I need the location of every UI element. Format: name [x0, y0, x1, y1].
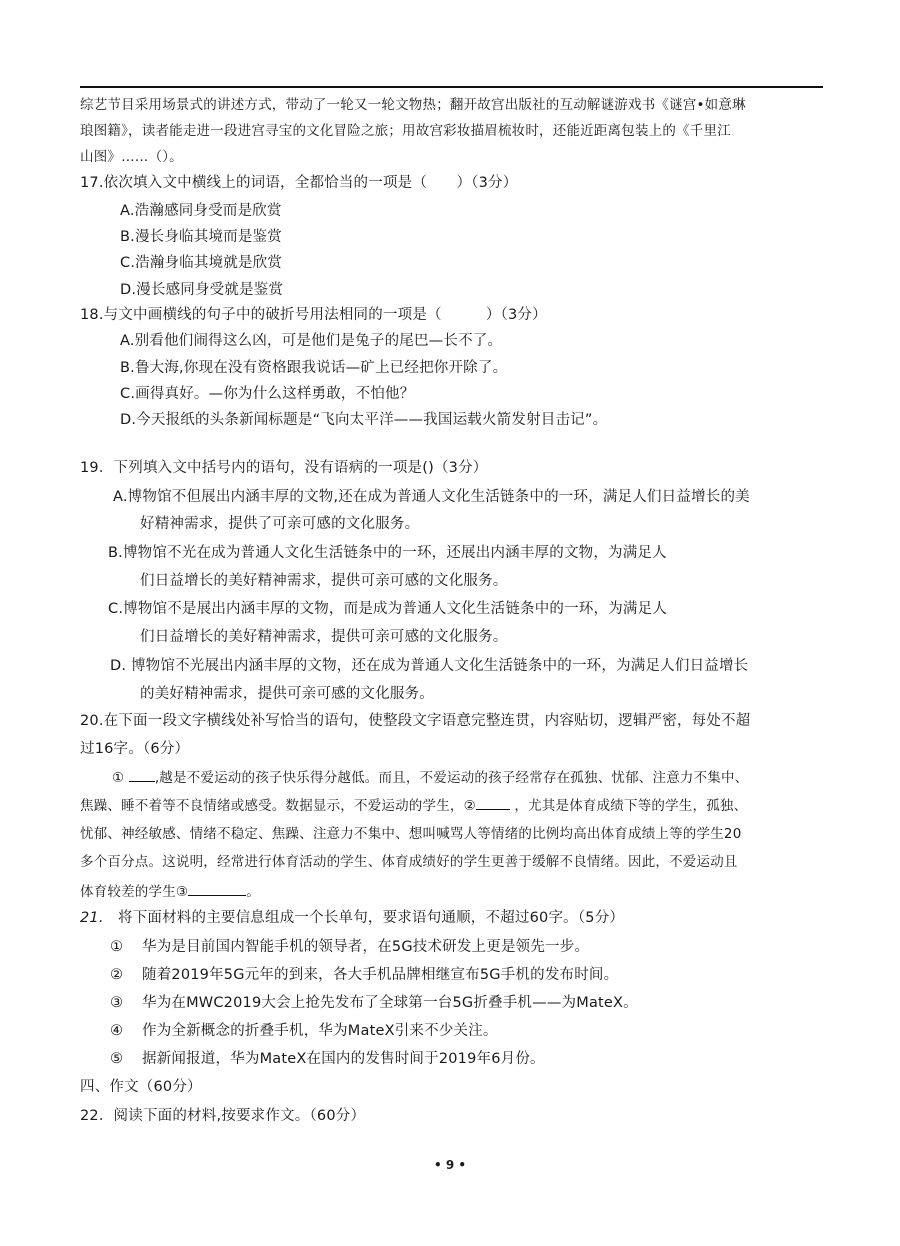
intro-line-1: 综艺节目采用场景式的讲述方式，带动了一轮又一轮文物热；翻开故宫出版社的互动解谜游戏书《谜宫•如意琳: [80, 97, 746, 113]
q19-option-b-line-1: B.博物馆不光在成为普通人文化生活链条中的一环，还展出内涵丰厚的文物，为满足人: [108, 545, 667, 561]
q20-passage-line-1-text: ,越是不爱运动的孩子快乐得分越低。而且，不爱运动的孩子经常存在孤独、忧郁、注意力不集中、: [154, 770, 749, 786]
q21-item-2-mark: ②: [110, 967, 124, 983]
q21-item-4-mark: ④: [110, 1023, 124, 1039]
q20-passage-line-2: [80, 795, 747, 816]
q21-stem: 将下面材料的主要信息组成一个长单句，要求语句通顺，不超过60字。（5分）: [118, 910, 625, 926]
q19-option-d-line-2: 的美好精神需求，提供可亲可感的文化服务。: [140, 686, 434, 702]
q19-option-a-line-1: A.博物馆不但展出内涵丰厚的文物,还在成为普通人文化生活链条中的一环，满足人们日益增长的美: [113, 489, 750, 505]
q18-option-d: D.今天报纸的头条新闻标题是“飞向太平洋——我国运载火箭发射目击记”。: [120, 412, 608, 428]
q17-stem: 17.依次填入文中横线上的词语，全都恰当的一项是（ ）（3分）: [80, 175, 518, 191]
q19-option-c-line-2: 们日益增长的美好精神需求，提供可亲可感的文化服务。: [140, 629, 508, 645]
intro-line-2: 琅图籍》，读者能走进一段进宫寻宝的文化冒险之旅；用故宫彩妆描眉梳妆时，还能近距离包装上的《千里江: [80, 123, 731, 139]
q19-option-d-line-1: D. 博物馆不光展出内涵丰厚的文物，还在成为普通人文化生活链条中的一环，为满足人们日益增长: [110, 658, 749, 674]
q21-number: 21.: [80, 910, 104, 926]
blank-1[interactable]: [129, 767, 155, 782]
section-four-heading: 四、作文（60分）: [80, 1079, 202, 1095]
q20-passage-end: 。: [246, 884, 260, 900]
q20-passage-line-4: 多个百分点。这说明，经常进行体育活动的学生、体育成绩好的学生更善于缓解不良情绪。因此，不爱运动且: [80, 854, 738, 870]
q20-stem-line-1: 20.在下面一段文字横线处补写恰当的语句，使整段文字语意完整连贯，内容贴切，逻辑严密，每处不超: [80, 713, 751, 729]
q18-option-c: C.画得真好。—你为什么这样勇敢，不怕他？: [120, 386, 415, 402]
q21-item-3-text: 华为在MWC2019大会上抢先发布了全球第一台5G折叠手机——为MateX。: [142, 995, 638, 1011]
q21-item-3-mark: ③: [110, 995, 124, 1011]
q17-option-a: A.浩瀚感同身受而是欣赏: [120, 203, 282, 219]
q19-option-a-line-2: 好精神需求，提供了可亲可感的文化服务。: [140, 516, 420, 532]
q19-option-b-line-2: 们日益增长的美好精神需求，提供可亲可感的文化服务。: [140, 573, 508, 589]
q22-stem: 22．阅读下面的材料,按要求作文。（60分）: [80, 1108, 366, 1124]
page-number: • 9 •: [433, 1158, 467, 1172]
q20-passage-line-2-text: 焦躁、睡不着等不良情绪或感受。数据显示，不爱运动的学生，②: [80, 798, 476, 814]
q20-stem-line-2: 过16字。（6分）: [80, 741, 190, 757]
intro-line-3: 山图》……（）。: [80, 149, 183, 165]
q19-stem: 19．下列填入文中括号内的语句，没有语病的一项是()（3分）: [80, 460, 488, 476]
q18-option-b: B.鲁大海,你现在没有资格跟我说话—矿上已经把你开除了。: [120, 360, 508, 376]
q21-item-5-mark: ⑤: [110, 1051, 124, 1067]
q21-item-1-mark: ①: [110, 939, 124, 955]
header-rule: [80, 86, 823, 88]
q18-stem: 18.与文中画横线的句子中的破折号用法相同的一项是（ ）（3分）: [80, 307, 547, 323]
q18-option-a: A.别看他们闹得这么凶，可是他们是兔子的尾巴—长不了。: [120, 333, 503, 349]
q20-passage-line-1: [112, 767, 748, 788]
q17-option-d: D.漫长感同身受就是鉴赏: [120, 282, 284, 298]
q20-passage-line-5: [80, 881, 260, 902]
q19-option-c-line-1: C.博物馆不是展出内涵丰厚的文物，而是成为普通人文化生活链条中的一环，为满足人: [108, 601, 668, 617]
q17-option-b: B.漫长身临其境而是鉴赏: [120, 229, 282, 245]
q21-item-4-text: 作为全新概念的折叠手机，华为MateX引来不少关注。: [142, 1023, 498, 1039]
blank-3[interactable]: [188, 881, 246, 896]
q20-passage-line-2-rest: ，尤其是体育成绩下等的学生，孤独、: [514, 798, 748, 814]
q20-passage-line-5-text: 体育较差的学生③: [80, 884, 189, 900]
q21-item-2-text: 随着2019年5G元年的到来，各大手机品牌相继宣布5G手机的发布时间。: [142, 967, 619, 983]
q17-option-c: C.浩瀚身临其境就是欣赏: [120, 255, 283, 271]
circled-number-1: ①: [112, 770, 125, 786]
q20-passage-line-3: 忧郁、神经敏感、情绪不稳定、焦躁、注意力不集中、想叫喊骂人等情绪的比例均高出体育成绩上等的学生20: [80, 826, 742, 842]
q21-item-1-text: 华为是目前国内智能手机的领导者，在5G技术研发上更是领先一步。: [142, 939, 590, 955]
blank-2[interactable]: [476, 795, 510, 810]
q21-item-5-text: 据新闻报道，华为MateX在国内的发售时间于2019年6月份。: [142, 1051, 545, 1067]
